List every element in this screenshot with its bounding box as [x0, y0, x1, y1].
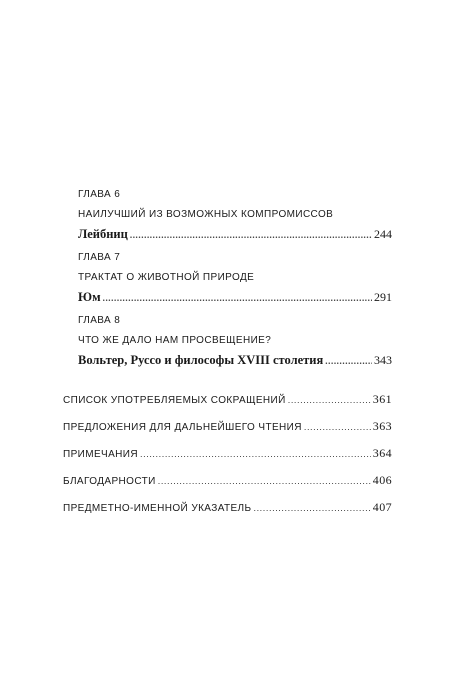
dot-leader	[288, 393, 371, 407]
toc-chapter-6	[78, 188, 392, 243]
page-number: 244	[374, 227, 392, 241]
page-number: 343	[374, 353, 392, 367]
chapter-label: ГЛАВА 8	[78, 315, 121, 326]
dot-leader	[140, 447, 371, 461]
section-title: БЛАГОДАРНОСТИ	[63, 476, 156, 487]
page-number: 406	[372, 473, 392, 487]
chapter-title: ТРАКТАТ О ЖИВОТНОЙ ПРИРОДЕ	[78, 272, 255, 283]
page-number: 363	[372, 419, 392, 433]
chapter-author: Лейбниц	[78, 227, 128, 241]
dot-leader	[158, 474, 371, 488]
chapter-label: ГЛАВА 7	[78, 252, 121, 263]
page-number: 407	[372, 500, 392, 514]
toc-entry[interactable]	[63, 500, 392, 527]
section-title: СПИСОК УПОТРЕБЛЯЕМЫХ СОКРАЩЕНИЙ	[63, 395, 286, 406]
page-number: 361	[372, 392, 392, 406]
toc-entry[interactable]	[63, 392, 392, 419]
dot-leader	[130, 228, 372, 243]
toc-back-matter	[63, 392, 392, 527]
section-title: ПРИМЕЧАНИЯ	[63, 449, 139, 460]
toc-entry[interactable]	[78, 227, 392, 243]
toc-entry[interactable]	[63, 446, 392, 473]
dot-leader	[304, 420, 371, 434]
dot-leader	[325, 354, 372, 369]
toc-entry[interactable]	[63, 419, 392, 446]
toc-chapter-8	[78, 314, 392, 369]
dot-leader	[103, 291, 372, 306]
toc-entry[interactable]	[78, 353, 392, 369]
chapter-author: Вольтер, Руссо и философы XVIII столетия	[78, 353, 324, 367]
toc-chapter-7	[78, 251, 392, 306]
page-number: 364	[372, 446, 392, 460]
section-title: ПРЕДМЕТНО-ИМЕННОЙ УКАЗАТЕЛЬ	[63, 503, 252, 514]
section-title: ПРЕДЛОЖЕНИЯ ДЛЯ ДАЛЬНЕЙШЕГО ЧТЕНИЯ	[63, 422, 302, 433]
chapter-author: Юм	[78, 290, 101, 304]
chapter-label: ГЛАВА 6	[78, 189, 121, 200]
chapter-title: НАИЛУЧШИЙ ИЗ ВОЗМОЖНЫХ КОМПРОМИССОВ	[78, 209, 334, 220]
toc-entry[interactable]	[63, 473, 392, 500]
page-number: 291	[374, 290, 392, 304]
dot-leader	[253, 501, 370, 515]
toc-entry[interactable]	[78, 290, 392, 306]
chapter-title: ЧТО ЖЕ ДАЛО НАМ ПРОСВЕЩЕНИЕ?	[78, 335, 272, 346]
